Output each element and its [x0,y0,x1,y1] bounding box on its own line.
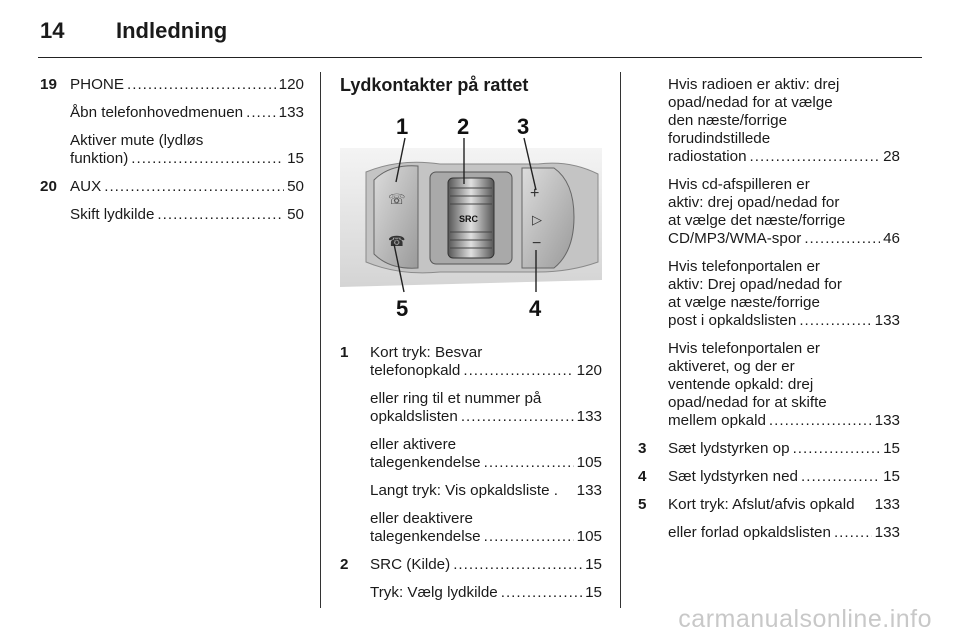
entry-label: talegenkendelse [370,454,481,471]
column-divider [620,72,621,608]
svg-text:+: + [530,185,540,202]
entry-number: 2 [340,556,349,573]
section-title: Lydkontakter på rattet [340,75,529,95]
page-ref: 15 [883,440,900,457]
entry-label: PHONE [70,76,125,93]
column-divider [320,72,321,608]
column-middle [340,76,602,612]
page-ref: 133 [576,482,602,499]
page-ref: 46 [883,230,900,247]
src-label: SRC [459,214,479,224]
legend-entry-4 [638,468,900,486]
entry-label: Åbn telefonhovedmenuen [70,104,244,121]
index-entry-19 [40,76,304,94]
entry-label: Sæt lydstyrken ned [668,468,798,485]
steering-controls-illustration [340,112,602,324]
sub-entry [340,436,602,472]
page-ref: 28 [883,148,900,165]
sub-entry [340,482,602,500]
entry-number: 1 [340,344,349,361]
entry-text: opad/nedad for at skifte [668,394,827,411]
entry-label: radiostation [668,148,747,165]
svg-text:☎: ☎ [388,233,406,249]
entry-text: ventende opkald: drej [668,376,814,393]
paragraph-radio [638,76,900,166]
page-ref: 105 [576,528,602,545]
entry-text: forudindstillede [668,130,771,147]
entry-label: Tryk: Vælg lydkilde [370,584,498,601]
entry-label: mellem opkald [668,412,766,429]
entry-label: opkaldslisten [370,408,458,425]
page-ref: 133 [278,104,304,121]
page-ref: 133 [874,312,900,329]
entry-text: at vælge det næste/forrige [668,212,846,229]
entry-text: at vælge næste/forrige [668,294,820,311]
entry-text: eller aktivere [370,436,457,453]
page-ref: 50 [287,206,304,223]
sub-entry [40,206,304,224]
page-ref: 120 [278,76,304,93]
entry-label: telefonopkald [370,362,461,379]
page-ref: 133 [576,408,602,425]
entry-label: AUX [70,178,102,195]
entry-label: post i opkaldslisten [668,312,797,329]
entry-label: funktion) [70,150,129,167]
page-ref: 133 [874,412,900,429]
callout-5: 5 [396,296,409,321]
entry-label: Sæt lydstyrken op [668,440,790,457]
sub-entry [40,104,304,122]
entry-text: Kort tryk: Besvar [370,344,483,361]
sub-entry [340,390,602,426]
sub-entry [40,132,304,168]
callout-1: 1 [396,114,409,139]
entry-number: 5 [638,496,647,513]
entry-number: 3 [638,440,647,457]
page-ref: 133 [874,496,900,513]
legend-entry-3 [638,440,900,458]
entry-text: aktiveret, og der er [668,358,795,375]
entry-text: opad/nedad for at vælge [668,94,833,111]
paragraph-cd [638,176,900,248]
callout-2: 2 [457,114,470,139]
entry-label: Skift lydkilde [70,206,155,223]
page-ref: 120 [576,362,602,379]
legend-entry-2 [340,556,602,574]
page-ref: 15 [287,150,304,167]
entry-number: 19 [40,76,57,93]
entry-text: Hvis cd-afspilleren er [668,176,810,193]
svg-text:−: − [532,235,542,252]
page-ref: 15 [585,556,602,573]
entry-text: Aktiver mute (lydløs [70,132,204,149]
watermark: carmanualsonline.info [678,605,932,633]
entry-text: Hvis radioen er aktiv: drej [668,76,840,93]
entry-text: eller ring til et nummer på [370,390,542,407]
entry-label: CD/MP3/WMA-spor [668,230,802,247]
entry-label: SRC (Kilde) [370,556,451,573]
page-number: 14 [40,18,65,43]
index-entry-20 [40,178,304,196]
paragraph-phone-list [638,258,900,330]
column-left [40,76,304,234]
entry-text: Hvis telefonportalen er [668,340,820,357]
paragraph-phone-calls [638,340,900,430]
callout-3: 3 [517,114,530,139]
entry-text: aktiv: Drej opad/nedad for [668,276,842,293]
entry-label: eller forlad opkaldslisten [668,524,831,541]
entry-text: den næste/forrige [668,112,788,129]
entry-label: talegenkendelse [370,528,481,545]
entry-text: eller deaktivere [370,510,473,527]
sub-entry [340,510,602,546]
page-ref: 105 [576,454,602,471]
header-rule [38,57,922,58]
page-ref: 15 [585,584,602,601]
entry-text: aktiv: drej opad/nedad for [668,194,840,211]
page-header [40,18,227,44]
entry-number: 4 [638,468,647,485]
entry-label: Kort tryk: Afslut/afvis opkald [668,496,855,513]
entry-text: Hvis telefonportalen er [668,258,820,275]
page-title: Indledning [116,18,228,43]
column-right [638,76,900,552]
legend-entry-1 [340,344,602,380]
svg-text:▷: ▷ [532,212,542,227]
svg-text:☏: ☏ [388,191,406,207]
legend-entry-5 [638,496,900,514]
page-ref: 50 [287,178,304,195]
sub-entry [340,584,602,602]
entry-number: 20 [40,178,57,195]
entry-label: Langt tryk: Vis opkaldsliste . [370,482,558,499]
page-ref: 15 [883,468,900,485]
steering-wheel-controls-figure [340,112,602,324]
sub-entry [638,524,900,542]
callout-4: 4 [529,296,542,321]
page-ref: 133 [874,524,900,541]
